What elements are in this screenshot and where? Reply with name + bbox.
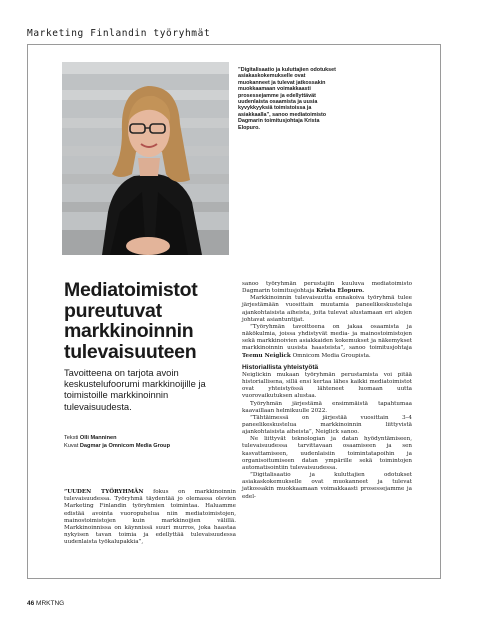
photo-credit-source: Dagmar ja Omnicom Media Group [79,442,171,449]
body-paragraph: Markkinoinnin tulevaisuutta ennakoiva työryhmä tulee järjestämään vuosittain muutamia paneelikeskusteluja ajankohtaisista aiheista, joita tulevat alustamaan eri alojen johtavat asiantuntijat. [242,295,412,323]
photo-credit [64,443,236,451]
body-paragraph: ”Tähtäimessä on järjestää vuosittain 3–4 paneelikeskustelua markkinoinnin liittyvistä ajankohtaisista aiheista”, Neiglick sanoo. [242,414,412,436]
article-lead: Tavoitteena on tarjota avoin keskustelufoorumi markkinoijille ja toimistoille markkinoinnin tulevaisuudesta. [64,367,206,412]
body-paragraph: ”Digitalisaatio ja kuluttajien odotukset asiakaskokemukselle ovat muokanneet ja tulevat jatkossakin muokkaamaan voimakkaasti prosessejamme ja edel- [242,472,412,500]
body-paragraph: Ne liittyvät teknologian ja datan hyödyntämiseen, tulevaisuudessa tarvittavaan osaamiseen ja sen kasvattamiseen, uudenlaisiin toimintatapoihin ja organisoitumiseen datan ympärille sekä toimintojen automatisointiin tulevaisuudessa. [242,436,412,471]
text-credit-label: Teksti [64,435,79,441]
right-body-column [242,281,412,501]
paragraph-text: sanoo työryhmän perustajiin kuuluva mediatoimisto Dagmarin toimitusjohtaja [242,281,412,295]
pull-quote: ”Digitalisaatio ja kuluttajien odotukset asiakaskokemukselle ovat muokanneet ja tulevat jatkossakin muokkaamaan voimakkaasti prosessejamme ja edellyttävät uudenlaista osaamista ja uusia kyvykkyyksiä toimistoissa ja asiakkaalla”, sanoo mediatoimisto Dagmarin toimitusjohtaja Krista Elopuro. [238,67,336,131]
section-label: Marketing Finlandin työryhmät [27,28,211,39]
left-body-column [64,489,236,547]
portrait-photo [62,62,229,255]
subheading: Historiallista yhteistyötä [242,363,319,371]
page-number: 46 [27,600,35,607]
text-credit [64,435,236,443]
person-name: Teemu Neiglick [242,352,291,359]
text-credit-author: Olli Manninen [79,435,117,441]
body-paragraph: Neiglickin mukaan työryhmän perustamista voi pitää historiallisena, sillä ensi kertaa lähes kaikki mediatoimistot ovat yhteistyössä lähteneet luomaan uutta vuorovaikutuksen alustaa. [242,371,412,400]
person-name: Krista Elopuro. [316,288,365,295]
magazine-name: MRKTNG [36,600,65,607]
body-paragraph: Työryhmän järjestämä ensimmäistä tapahtumaa kaavaillaan helmikuulle 2022. [242,400,412,414]
page-footer [27,600,64,607]
left-paragraph-text: fokus on markkinoinnin tulevaisuudessa. Työryhmä täydentää jo olemassa olevien Marketing Finlandin työryhmien toimintaa. Haluamme edistää avointa vuoropuhelua niin mediatoimistojen, mainostoimistojen kuin markkinoijien välillä. Markkinoinnissa on käynnissä suuri murros, joka haastaa nykyisen tavan toimia ja edellyttää tulevaisuudessa uudenlaista työkalupakkia”, [64,489,237,546]
article-credits [64,435,236,450]
left-paragraph [64,489,236,547]
photo-credit-label: Kuvat [64,442,79,449]
paragraph-text: ”Työryhmän tavoitteena on jakaa osaamista ja näkökulmia, joissa yhdistyvät media- ja mainostoimistojen sekä markkinoivien asiakkaiden kokemukset ja näkemykset markkinoinnin uusista haasteista”, sanoo toimitusjohtaja [242,323,412,352]
paragraph-text: Omnicom Media Groupista. [290,352,371,359]
lead-in-caps: ”UUDEN TYÖRYHMÄN [64,489,144,495]
body-paragraph [242,281,412,295]
body-paragraph [242,324,412,360]
article-headline: Mediatoimistot pureutuvat markkinoinnin tulevaisuuteen [64,279,198,363]
